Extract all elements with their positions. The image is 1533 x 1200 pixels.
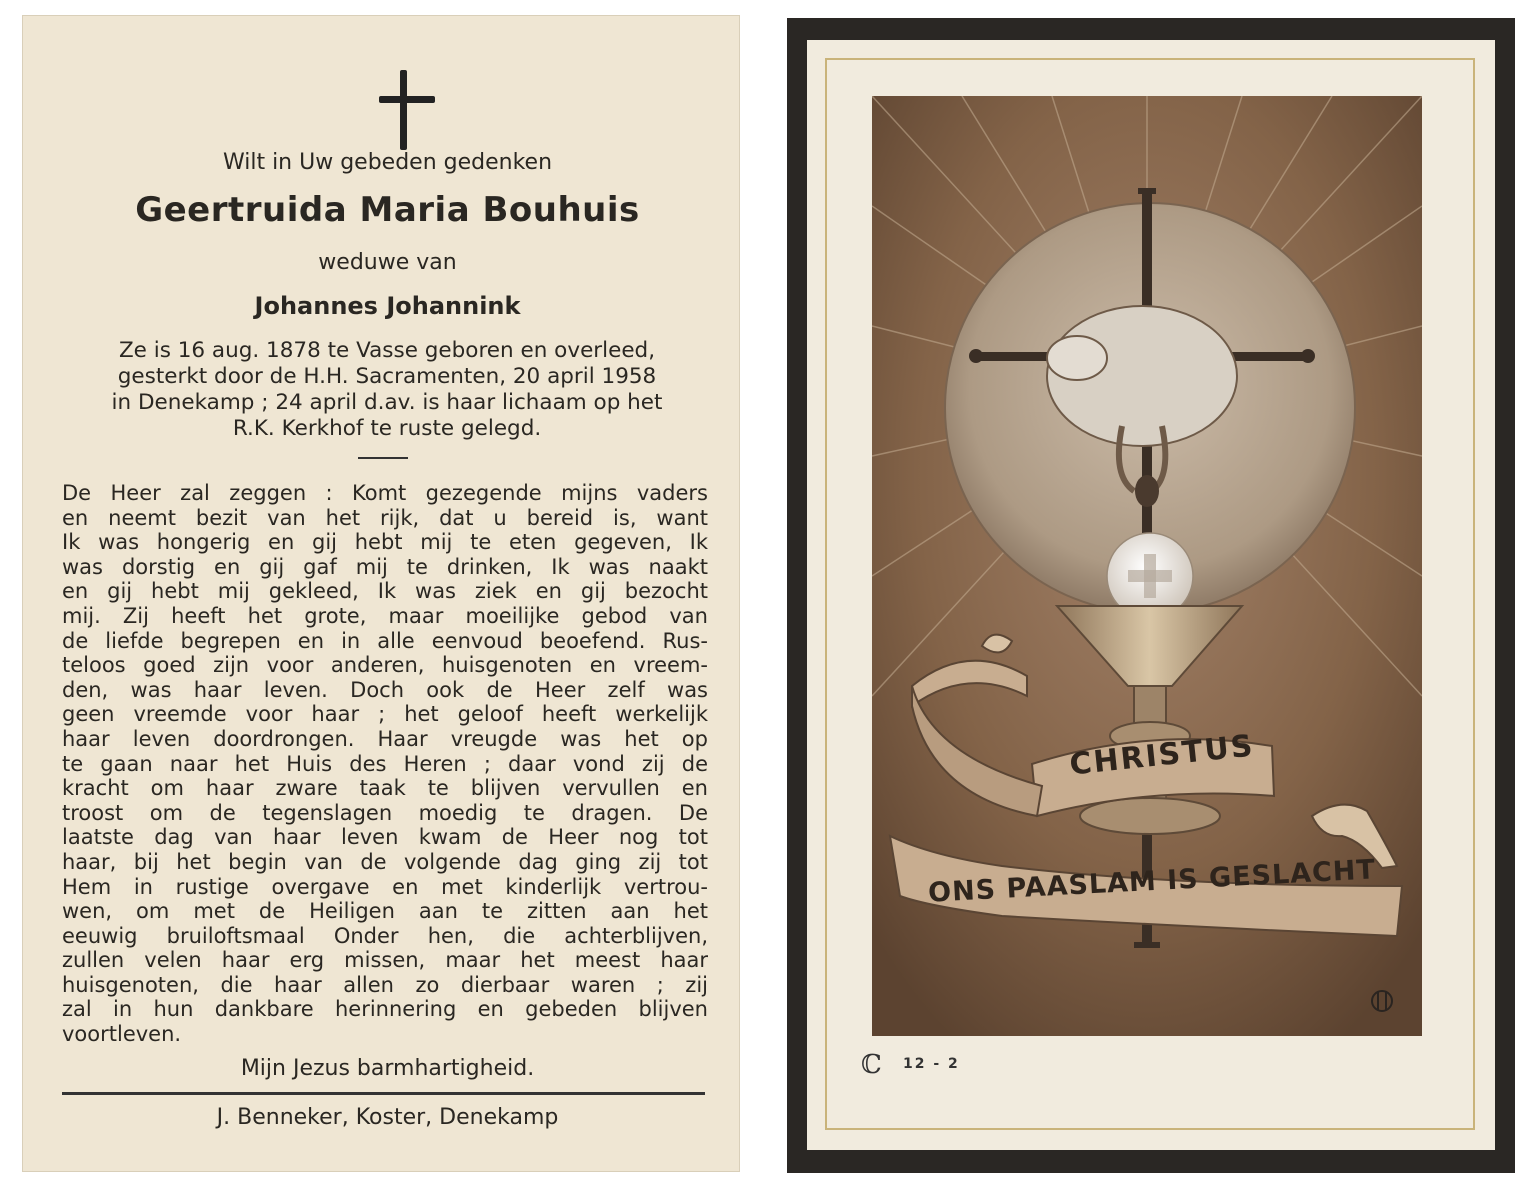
printer-credit: J. Benneker, Koster, Denekamp	[216, 1105, 559, 1130]
short-divider	[358, 457, 408, 459]
eulogy-line: troost om de tegenslagen moedig te dragen. De	[62, 800, 708, 825]
eulogy-line: haar leven doordrongen. Haar vreugde was het op	[62, 726, 708, 751]
eulogy-line: De Heer zal zeggen : Komt gezegende mijns vaders	[62, 481, 708, 505]
eulogy-line: zal in hun dankbare herinnering en gebeden blijven	[62, 997, 708, 1022]
eulogy-line: teloos goed zijn voor anderen, huisgenoten en vreem-	[62, 653, 708, 678]
eulogy-text	[62, 481, 708, 1047]
intro-line: Wilt in Uw gebeden gedenken	[222, 150, 553, 175]
eulogy-line: wen, om met de Heiligen aan te zitten aan het	[62, 899, 708, 924]
devotional-illustration	[872, 96, 1422, 1036]
eulogy-line: was dorstig en gij gaf mij te drinken, Ik was naakt	[62, 554, 708, 579]
eulogy-line: geen vreemde voor haar ; het geloof heeft werkelijk	[62, 702, 708, 727]
eulogy-line: kracht om haar zware taak te blijven vervullen en	[62, 776, 708, 801]
eulogy-line: voortleven.	[62, 1022, 182, 1047]
eulogy-line: en gij hebt mij gekleed, Ik was ziek en gij bezocht	[62, 579, 708, 604]
eulogy-line: eeuwig bruiloftsmaal Onder hen, die achterblijven,	[62, 923, 708, 948]
eulogy-line: den, was haar leven. Doch ook de Heer zelf was	[62, 677, 708, 702]
cross-icon	[379, 70, 435, 150]
eulogy-line: huisgenoten, die haar allen zo dierbaar waren ; zij	[62, 972, 708, 997]
eulogy-line: Hem in rustige overgave en met kinderlijk vertrou-	[62, 874, 708, 899]
eulogy-line: Ik was hongerig en gij hebt mij te eten gegeven, Ik	[62, 530, 708, 555]
memorial-card-picture-side	[787, 18, 1515, 1173]
eulogy-line: haar, bij het begin van de volgende dag ging zij tot	[62, 849, 708, 874]
biography	[62, 338, 712, 442]
banner-christus: CHRISTUS	[1067, 728, 1257, 783]
eulogy-line: en neemt bezit van het rijk, dat u bereid is, want	[62, 505, 708, 530]
bio-line: Ze is 16 aug. 1878 te Vasse geboren en overleed,	[118, 338, 656, 363]
eulogy-line: mij. Zij heeft het grote, maar moeilijke gebod van	[62, 603, 708, 628]
publisher-code: 12 - 2	[903, 1056, 960, 1072]
banner-paaslam: ONS PAASLAM IS GESLACHT	[927, 854, 1377, 909]
long-divider	[62, 1092, 705, 1095]
husband-name: Johannes Johannink	[254, 292, 521, 320]
eulogy-line: de liefde begrepen en in alle eenvoud beoefend. Rus-	[62, 628, 708, 653]
eulogy-line: zullen velen haar erg missen, maar het meest haar	[62, 948, 708, 973]
deceased-name: Geertruida Maria Bouhuis	[135, 190, 640, 230]
publisher-logo: ℂ	[861, 1050, 882, 1080]
bio-line: R.K. Kerkhof te ruste gelegd.	[232, 416, 542, 441]
bio-line: gesterkt door de H.H. Sacramenten, 20 april 1958	[117, 364, 657, 389]
card-mat	[807, 40, 1495, 1150]
eulogy-line: te gaan naar het Huis des Heren ; daar vond zij de	[62, 751, 708, 776]
bio-line: in Denekamp ; 24 april d.av. is haar lichaam op het	[111, 390, 663, 415]
closing-prayer: Mijn Jezus barmhartigheid.	[240, 1056, 535, 1081]
eulogy-line: laatste dag van haar leven kwam de Heer nog tot	[62, 825, 708, 850]
widow-of-line: weduwe van	[318, 250, 457, 275]
